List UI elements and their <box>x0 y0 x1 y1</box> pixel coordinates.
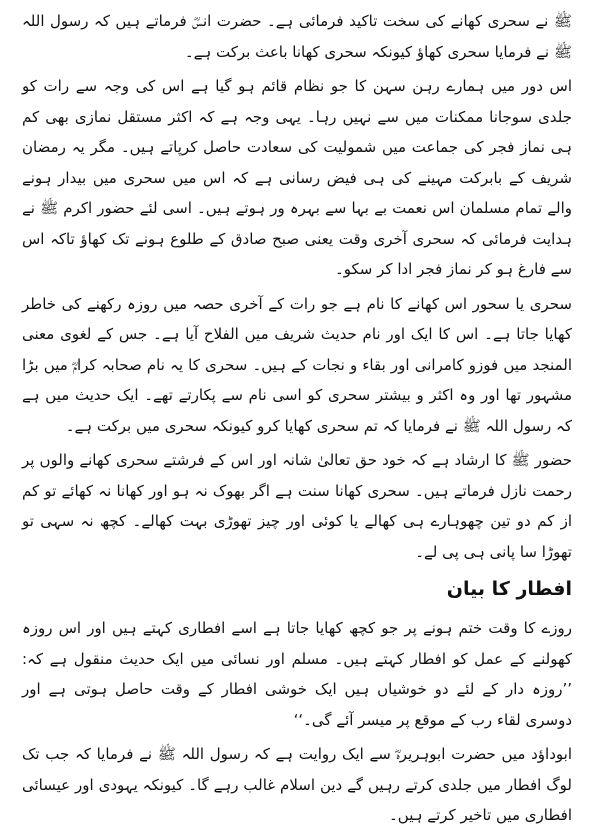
paragraph-iftar-hadith: ابوداؤد میں حضرت ابوہریرہؓ سے ایک روایت ہے کہ رسول اللہ ﷺ نے فرمایا کہ جب تک لوگ افطار میں جلدی کرتے رہیں گے دین اسلام غالب رہے گا۔ کیونکہ یہودی اور عیسائی افطاری میں تاخیر کرتے ہیں۔ <box>22 745 572 824</box>
section-heading-iftar: افطار کا بیان <box>446 578 572 600</box>
paragraph-sehri-blessing: اس دور میں ہمارے رہن سہن کا جو نظام قائم ہو گیا ہے اس کی وجہ سے رات کو جلدی سوجانا ممکنات میں سے نہیں رہا۔ یہی وجہ ہے کہ اکثر مستقل نمازی بھی کم ہی نماز فجر کی جماعت میں شمولیت کی سعادت حاصل کرپاتے ہیں۔ مگر یہ رمضان شریف کے بابرکت مہینے کی ہی فیض رسانی ہے کہ اس میں سحری میں بیدار ہونے والے تمام مسلمان اس نعمت بے بہا سے بہرہ ور ہوتے ہیں۔ اسی لئے حضور اکرم ﷺ نے ہدایت فرمائی کہ سحری آخری وقت یعنی صبح صادق کے طلوع ہونے تک کھاؤ تاکہ اس سے فارغ ہو کر نماز فجر ادا کر سکو۔ <box>22 77 572 278</box>
paragraph-sehri-definition: سحری یا سحور اس کھانے کا نام ہے جو رات کے آخری حصہ میں روزہ رکھنے کی خاطر کھایا جاتا ہے۔ اس کا ایک اور نام حدیث شریف میں الفلاح آیا ہے۔ جس کے لغوی معنی المنجد میں فوزو کامرانی اور بقاء و نجات کے ہیں۔ سحری کا یہ نام صحابہ کرامؓ میں بڑا مشہور تھا اور وہ اکثر و بیشتر سحری کو اسی نام سے پکارتے تھے۔ ایک حدیث میں ہے کہ رسول اللہ ﷺ نے فرمایا کہ تم سحری کھایا کرو کیونکہ سحری میں برکت ہے۔ <box>22 294 572 435</box>
paragraph-sehri-emphasis: ﷺ نے سحری کھانے کی سخت تاکید فرمائی ہے۔ حضرت انسؓ فرماتے ہیں کہ رسول اللہ ﷺ نے فرمایا سحری کھاؤ کیونکہ سحری کھانا باعث برکت ہے۔ <box>22 12 572 61</box>
paragraph-iftar-definition: روزے کا وقت ختم ہونے پر جو کچھ کھایا جاتا ہے اسے افطاری کہتے ہیں اور اس روزہ کھولنے کے عمل کو افطار کہتے ہیں۔ مسلم اور نسائی میں ایک حدیث منقول ہے کہ: ’’روزہ دار کے لئے دو خوشیاں ہیں ایک خوشی افطار کے وقت حاصل ہوتی ہے اور دوسری لقاء رب کے موقع پر میسر آئے گی۔‘‘ <box>22 619 572 729</box>
paragraph-sehri-sunnah: حضور ﷺ کا ارشاد ہے کہ خود حق تعالیٰ شانہ اور اس کے فرشتے سحری کھانے والوں پر رحمت نازل فرماتے ہیں۔ سحری کھانا سنت ہے اگر بھوک نہ ہو اور کھانا نہ کھائے تو کم از کم دو تین چھوہارے ہی کھالے یا کوئی اور چیز تھوڑی بہت کھالے۔ کچھ نہ سہی تو تھوڑا سا پانی ہی پی لے۔ <box>22 451 572 561</box>
